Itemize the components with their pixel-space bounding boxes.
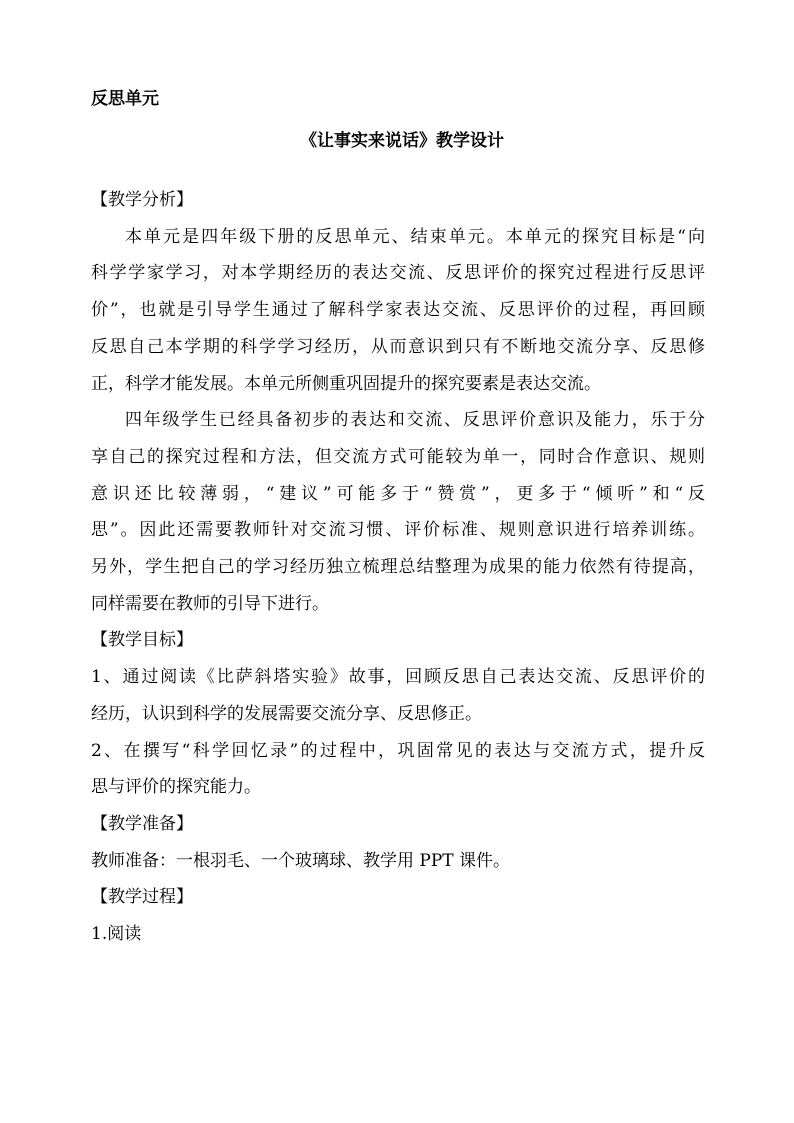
document-title: 《让事实来说话》教学设计 xyxy=(300,131,504,151)
paragraph-line: 价”，也就是引导学生通过了解科学家表达交流、反思评价的过程，再回顾 xyxy=(91,300,705,321)
section-heading-goals: 【教学目标】 xyxy=(91,630,193,651)
section-heading-analysis: 【教学分析】 xyxy=(91,190,193,210)
paragraph-line: 正，科学才能发展。本单元所侧重巩固提升的探究要素是表达交流。 xyxy=(91,373,601,394)
paragraph-line: 思与评价的探究能力。 xyxy=(91,777,261,798)
paragraph-line: 本单元是四年级下册的反思单元、结束单元。本单元的探究目标是“向 xyxy=(125,226,705,247)
analysis-paragraph-2 xyxy=(91,402,705,622)
paragraph-line: 意识还比较薄弱，“建议”可能多于“赞赏”，更多于“倾听”和“反 xyxy=(91,483,705,504)
paragraph-line: 反思自己本学期的科学学习经历，从而意识到只有不断地交流分享、反思修 xyxy=(91,336,705,357)
unit-title: 反思单元 xyxy=(91,89,159,109)
paragraph-line: 享自己的探究过程和方法，但交流方式可能较为单一，同时合作意识、规则 xyxy=(91,446,705,467)
paragraph-line: 另外，学生把自己的学习经历独立梳理总结整理为成果的能力依然有待提高， xyxy=(91,557,705,578)
paragraph-line: 经历，认识到科学的发展需要交流分享、反思修正。 xyxy=(91,703,482,724)
paragraph-line: 思”。因此还需要教师针对交流习惯、评价标准、规则意识进行培养训练。 xyxy=(91,520,705,541)
paragraph-line: 同样需要在教师的引导下进行。 xyxy=(91,593,329,614)
document-page xyxy=(91,84,705,953)
process-step-1: 1.阅读 xyxy=(91,924,142,945)
goal-item-2 xyxy=(91,733,705,806)
paragraph-line: 科学学家学习，对本学期经历的表达交流、反思评价的探究过程进行反思评 xyxy=(91,263,705,284)
section-heading-preparation: 【教学准备】 xyxy=(91,813,193,834)
preparation-text: 教师准备：一根羽毛、一个玻璃球、教学用 PPT 课件。 xyxy=(91,850,511,871)
paragraph-line: 四年级学生已经具备初步的表达和交流、反思评价意识及能力，乐于分 xyxy=(125,410,705,431)
paragraph-line: 2、在撰写“科学回忆录”的过程中，巩固常见的表达与交流方式，提升反 xyxy=(91,740,705,761)
paragraph-line: 1、通过阅读《比萨斜塔实验》故事，回顾反思自己表达交流、反思评价的 xyxy=(91,667,705,688)
goal-item-1 xyxy=(91,659,705,732)
analysis-paragraph-1 xyxy=(91,219,705,403)
section-heading-process: 【教学过程】 xyxy=(91,887,193,908)
